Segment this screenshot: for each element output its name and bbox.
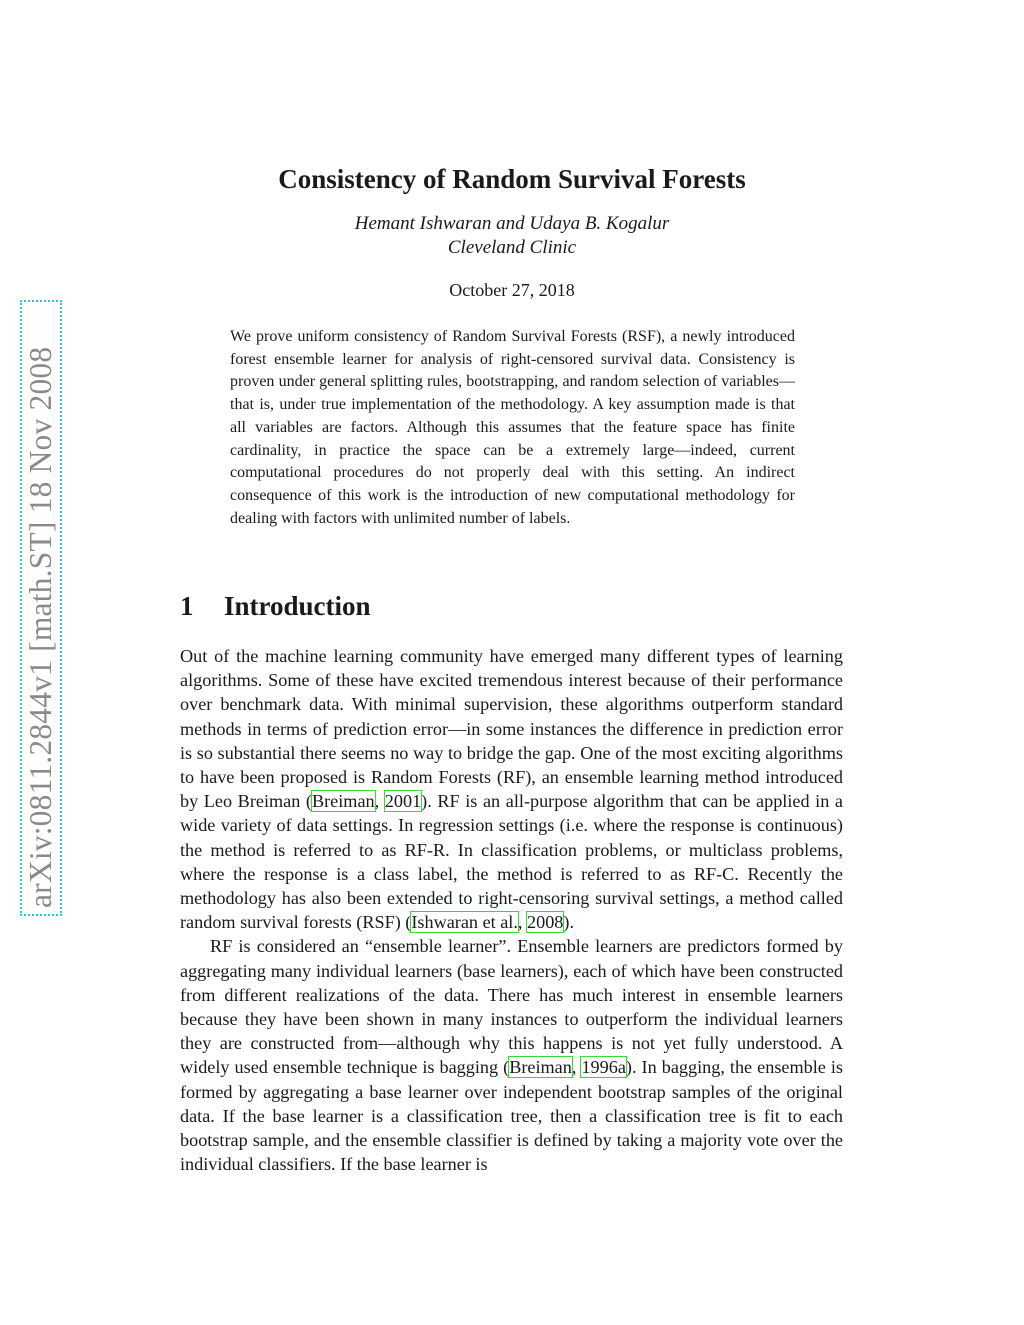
section-heading-introduction <box>180 591 371 622</box>
paragraph-1 <box>180 644 843 934</box>
citation-separator: , <box>374 791 385 812</box>
citation-breiman-1996a-year[interactable]: 1996a <box>581 1057 626 1078</box>
paper-title: Consistency of Random Survival Forests <box>278 164 746 194</box>
citation-ishwaran-2008-author[interactable]: Ishwaran et al. <box>411 912 518 933</box>
citation-separator: , <box>571 1057 582 1078</box>
section-number: 1 <box>180 591 194 621</box>
affiliation: Cleveland Clinic <box>447 237 577 258</box>
author-block <box>0 212 1024 260</box>
paragraph-2 <box>180 934 843 1176</box>
paper-date: October 27, 2018 <box>449 280 575 300</box>
authors: Hemant Ishwaran and Udaya B. Kogalur <box>354 213 670 234</box>
introduction-body <box>180 644 843 1176</box>
paragraph-1-text-a: Out of the machine learning community have emerged many different types of learning algorithms. Some of these have excited tremendous interest because of their performance over benchmark data. With minimal supervision, these algorithms outperform standard methods in terms of prediction error—in some instances the difference in prediction error is so substantial there seems no way to bridge the gap. One of the most exciting algorithms to have been proposed is Random Forests (RF), an ensemble learning method introduced by Leo Breiman ( <box>180 646 843 812</box>
paragraph-1-text-b: ). RF is an all-purpose algorithm that can be applied in a wide variety of data settings. In regression settings (i.e. where the response is continuous) the method is referred to as RF-R. In classification problems, or multiclass problems, where the response is a class label, the method is referred to as RF-C. Recently the methodology has also been extended to right-censoring survival settings, a method called random survival forests (RSF) ( <box>180 791 844 933</box>
citation-ishwaran-2008-year[interactable]: 2008 <box>527 912 564 933</box>
citation-breiman-2001-year[interactable]: 2001 <box>384 791 422 812</box>
arxiv-stamp-text: arXiv:0811.2844v1 [math.ST] 18 Nov 2008 <box>23 346 58 908</box>
paragraph-2-text-b: ). In bagging, the ensemble is formed by aggregating a base learner over independent bootstrap samples of the original data. If the base learner is a classification tree, then a classification tree is fit to each bootstrap sample, and the ensemble classifier is defined by taking a majority vote over the individual classifiers. If the base learner is <box>180 1057 844 1175</box>
paragraph-2-text-a: RF is considered an “ensemble learner”. Ensemble learners are predictors formed by aggregating many individual learners (base learners), each of which have been constructed from different realizations of the data. There has much interest in ensemble learners because they have been shown in many instances to outperform the individual learners they are constructed from—although why this happens is not yet fully understood. A widely used ensemble technique is bagging ( <box>180 936 843 1078</box>
citation-separator: , <box>517 912 528 933</box>
paragraph-1-text-c: ). <box>563 912 574 933</box>
citation-breiman-1996a-author[interactable]: Breiman <box>509 1057 572 1078</box>
abstract: We prove uniform consistency of Random Survival Forests (RSF), a newly introduced forest ensemble learner for analysis of right-censored survival data. Consistency is proven under general splitting rules, bootstrapping, and random selection of variables—that is, under true implementation of the methodology. A key assumption made is that all variables are factors. Although this assumes that the feature space has finite cardinality, in practice the space can be a extremely large—indeed, current computational procedures do not properly deal with this setting. An indirect consequence of this work is the introduction of new computational methodology for dealing with factors with unlimited number of labels. <box>230 328 795 527</box>
citation-breiman-2001-author[interactable]: Breiman <box>311 791 375 812</box>
section-title: Introduction <box>224 591 371 621</box>
